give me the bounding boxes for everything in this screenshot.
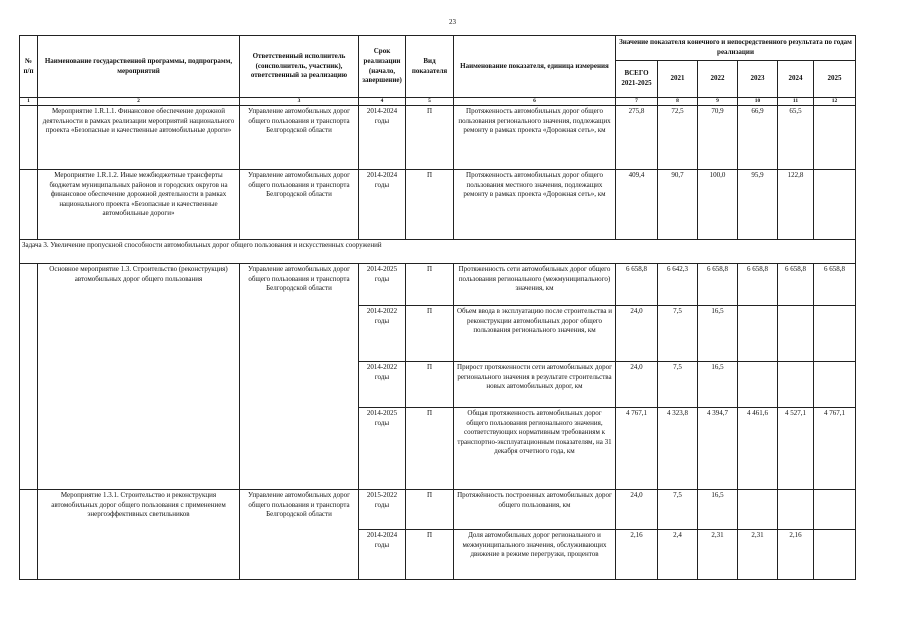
indicator-type: П: [406, 490, 454, 530]
value-year: 7,5: [658, 362, 698, 408]
event-name: Мероприятие 1.R.1.1. Финансовое обеспечение дорожной деятельности в рамках реализации мероприятий национального проекта «Безопасные и качественные автомобильные дороги»: [38, 106, 240, 170]
value-year: 122,8: [778, 170, 814, 240]
value-year: 4 323,8: [658, 408, 698, 490]
value-year: [738, 490, 778, 530]
header-year: 2022: [698, 61, 738, 98]
table-row: [20, 264, 856, 306]
value-year: [778, 490, 814, 530]
value-year: [814, 490, 856, 530]
value-total: 4 767,1: [616, 408, 658, 490]
value-year: 6 658,8: [778, 264, 814, 306]
page-number: 23: [449, 18, 456, 26]
value-year: 16,5: [698, 362, 738, 408]
task-title: Задача 3. Увеличение пропускной способности автомобильных дорог общего пользования и искусственных сооружений: [20, 240, 856, 264]
column-number: 5: [406, 98, 454, 106]
indicator-name: Объем ввода в эксплуатацию после строительства и реконструкции автомобильных дорог общего пользования регионального значения, км: [454, 306, 616, 362]
value-year: 6 642,3: [658, 264, 698, 306]
value-year: [814, 306, 856, 362]
value-year: 4 527,1: [778, 408, 814, 490]
column-number: 10: [738, 98, 778, 106]
column-number: 2: [38, 98, 240, 106]
header-year: 2024: [778, 61, 814, 98]
implementation-term: 2014-2022 годы: [359, 362, 406, 408]
header-row: [20, 36, 856, 61]
value-year: [778, 362, 814, 408]
value-year: [814, 170, 856, 240]
program-table: [19, 35, 856, 580]
column-number: 4: [359, 98, 406, 106]
column-number: 8: [658, 98, 698, 106]
value-total: 409,4: [616, 170, 658, 240]
indicator-type: П: [406, 408, 454, 490]
implementation-term: 2014-2022 годы: [359, 306, 406, 362]
column-number: 12: [814, 98, 856, 106]
column-number: 9: [698, 98, 738, 106]
value-year: 70,9: [698, 106, 738, 170]
value-year: 16,5: [698, 306, 738, 362]
indicator-type: П: [406, 530, 454, 580]
value-year: [738, 362, 778, 408]
column-numbers-row: [20, 98, 856, 106]
implementation-term: 2014-2024 годы: [359, 170, 406, 240]
indicator-name: Протяженность сети автомобильных дорог общего пользования регионального (межмуниципального) значения, км: [454, 264, 616, 306]
header-indicator: Наименование показателя, единица измерения: [454, 36, 616, 98]
value-year: [778, 306, 814, 362]
value-year: 7,5: [658, 306, 698, 362]
value-total: 275,8: [616, 106, 658, 170]
header-no: № п/п: [20, 36, 38, 98]
column-number: 7: [616, 98, 658, 106]
value-year: 4 767,1: [814, 408, 856, 490]
implementation-term: 2015-2022 годы: [359, 490, 406, 530]
indicator-type: П: [406, 170, 454, 240]
value-year: 2,16: [778, 530, 814, 580]
column-number: 11: [778, 98, 814, 106]
value-year: 4 394,7: [698, 408, 738, 490]
column-number: 1: [20, 98, 38, 106]
value-year: 95,9: [738, 170, 778, 240]
value-total: 6 658,8: [616, 264, 658, 306]
main-event-name: Основное мероприятие 1.3. Строительство (реконструкция) автомобильных дорог общего пользования: [38, 264, 240, 490]
value-year: 65,5: [778, 106, 814, 170]
value-total: 24,0: [616, 306, 658, 362]
header-year: 2025: [814, 61, 856, 98]
value-year: [814, 106, 856, 170]
task-row: [20, 240, 856, 264]
main-event-responsible: Управление автомобильных дорог общего пользования и транспорта Белгородской области: [240, 264, 359, 490]
implementation-term: 2014-2024 годы: [359, 530, 406, 580]
value-year: 2,31: [698, 530, 738, 580]
value-year: 7,5: [658, 490, 698, 530]
header-responsible: Ответственный исполнитель (соисполнитель, участник), ответственный за реализацию: [240, 36, 359, 98]
value-year: 90,7: [658, 170, 698, 240]
event-name: Мероприятие 1.3.1. Строительство и реконструкция автомобильных дорог общего пользования с применением энергоэффективных светильников: [38, 490, 240, 580]
table-row: [20, 170, 856, 240]
value-total: 24,0: [616, 490, 658, 530]
table-row: [20, 490, 856, 530]
value-year: [738, 306, 778, 362]
column-number: 3: [240, 98, 359, 106]
value-total: 24,0: [616, 362, 658, 408]
column-number: 6: [454, 98, 616, 106]
value-year: 100,0: [698, 170, 738, 240]
value-year: 72,5: [658, 106, 698, 170]
implementation-term: 2014-2025 годы: [359, 408, 406, 490]
indicator-type: П: [406, 106, 454, 170]
responsible-executor: Управление автомобильных дорог общего пользования и транспорта Белгородской области: [240, 170, 359, 240]
header-year: 2023: [738, 61, 778, 98]
value-year: 6 658,8: [698, 264, 738, 306]
value-year: [814, 530, 856, 580]
indicator-type: П: [406, 264, 454, 306]
responsible-executor: Управление автомобильных дорог общего пользования и транспорта Белгородской области: [240, 106, 359, 170]
header-total: ВСЕГО 2021-2025: [616, 61, 658, 98]
value-year: 6 658,8: [814, 264, 856, 306]
value-year: 2,31: [738, 530, 778, 580]
value-year: 2,4: [658, 530, 698, 580]
event-name: Мероприятие 1.R.1.2. Иные межбюджетные трансферты бюджетам муниципальных районов и городских округов на финансовое обеспечение дорожной деятельности в рамках национального проекта «Безопасные и качественные автомобильные дороги»: [38, 170, 240, 240]
indicator-name: Протяжённость построенных автомобильных дорог общего пользования, км: [454, 490, 616, 530]
header-type: Вид показателя: [406, 36, 454, 98]
implementation-term: 2014-2024 годы: [359, 106, 406, 170]
value-total: 2,16: [616, 530, 658, 580]
indicator-name: Прирост протяженности сети автомобильных дорог регионального значения в результате строительства новых автомобильных дорог, км: [454, 362, 616, 408]
responsible-executor: Управление автомобильных дорог общего пользования и транспорта Белгородской области: [240, 490, 359, 580]
indicator-name: Протяженность автомобильных дорог общего пользования местного значения, подлежащих ремонту в рамках проекта «Дорожная сеть», км: [454, 170, 616, 240]
value-year: 6 658,8: [738, 264, 778, 306]
indicator-type: П: [406, 362, 454, 408]
indicator-name: Протяженность автомобильных дорог общего пользования регионального значения, подлежащих ремонту в рамках проекта «Дорожная сеть», км: [454, 106, 616, 170]
value-year: 16,5: [698, 490, 738, 530]
implementation-term: 2014-2025 годы: [359, 264, 406, 306]
value-year: 4 461,6: [738, 408, 778, 490]
value-year: 66,9: [738, 106, 778, 170]
header-year: 2021: [658, 61, 698, 98]
header-term: Срок реализации (начало, завершение): [359, 36, 406, 98]
indicator-name: Общая протяженность автомобильных дорог общего пользования регионального значения, соответствующих нормативным требованиям к транспортно-эксплуатационным показателям, на 31 декабря отчетного года, км: [454, 408, 616, 490]
indicator-type: П: [406, 306, 454, 362]
table-row: [20, 106, 856, 170]
value-year: [814, 362, 856, 408]
header-values-group: Значение показателя конечного и непосредственного результата по годам реализации: [616, 36, 856, 61]
header-name: Наименование государственной программы, подпрограмм, мероприятий: [38, 36, 240, 98]
indicator-name: Доля автомобильных дорог регионального и межмуниципального значения, обслуживающих движение в режиме перегрузки, процентов: [454, 530, 616, 580]
